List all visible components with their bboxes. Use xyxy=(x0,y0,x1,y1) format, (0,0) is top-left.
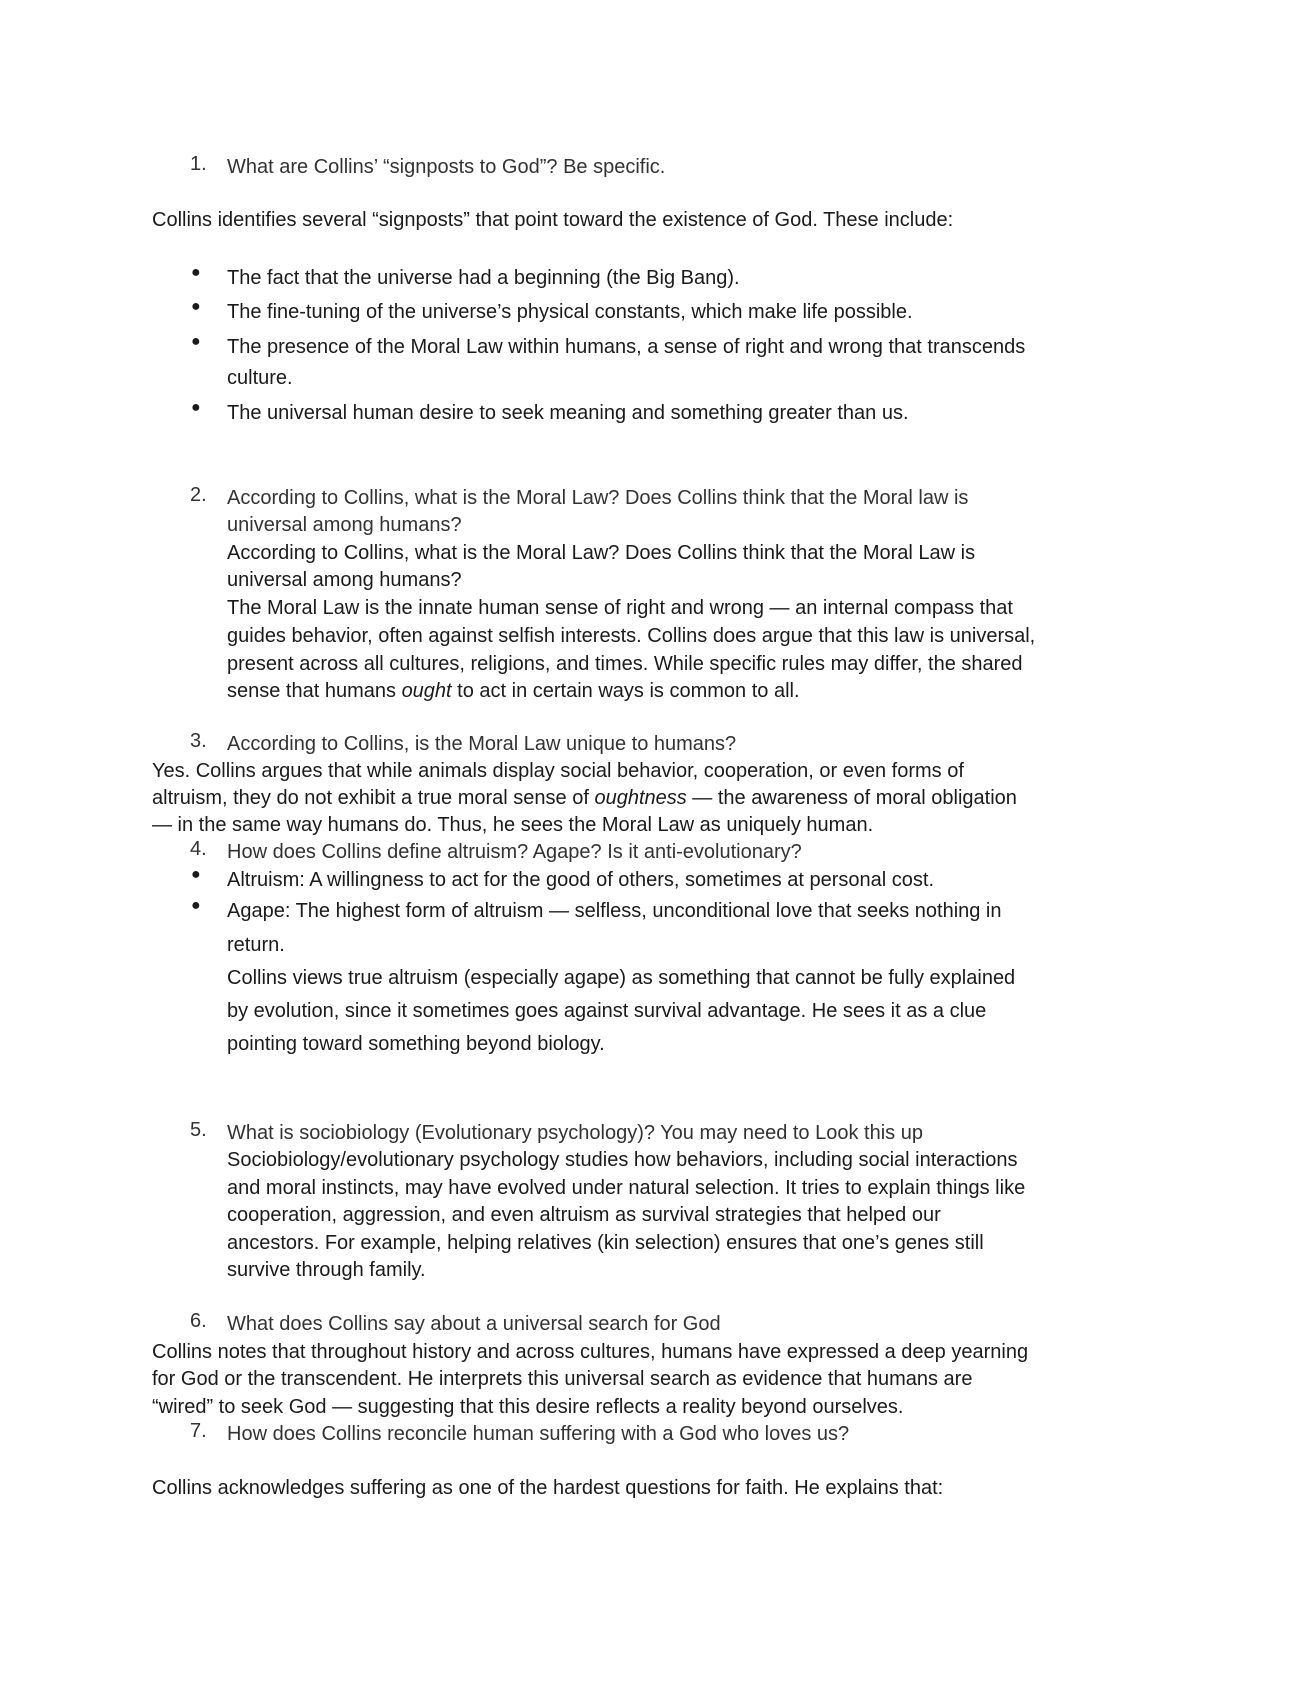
q4-question: How does Collins define altruism? Agape? Is it anti-evolutionary? xyxy=(227,841,802,863)
emphasis-ought: ought xyxy=(401,680,452,702)
q2-line: According to Collins, what is the Moral Law? Does Collins think that the Moral Law is xyxy=(227,542,976,564)
q2-answer-line: present across all cultures, religions, and times. While specific rules may differ, the shared xyxy=(227,653,1023,675)
q3-answer-line: — in the same way humans do. Thus, he sees the Moral Law as uniquely human. xyxy=(152,814,874,836)
q7-question: How does Collins reconcile human suffering with a God who loves us? xyxy=(227,1423,850,1445)
q1-bullet-2: The fine-tuning of the universe’s physical constants, which make life possible. xyxy=(227,301,913,323)
q2-answer-last-line xyxy=(227,677,800,705)
q4-paragraph-line: Collins views true altruism (especially agape) as something that cannot be fully explained xyxy=(227,967,1016,989)
q2-number: 2. xyxy=(190,484,207,506)
q1-bullet-3: The presence of the Moral Law within humans, a sense of right and wrong that transcends xyxy=(227,336,1026,358)
q1-bullet-4: The universal human desire to seek meaning and something greater than us. xyxy=(227,402,909,424)
q1-bullet-3-cont: culture. xyxy=(227,367,293,389)
q5-question: What is sociobiology (Evolutionary psychology)? You may need to Look this up xyxy=(227,1122,923,1144)
text-run: — the awareness of moral obligation xyxy=(686,787,1017,809)
text-run: altruism, they do not exhibit a true moral sense of xyxy=(152,787,595,809)
q4-bullet-altruism: Altruism: A willingness to act for the good of others, sometimes at personal cost. xyxy=(227,869,935,891)
q7-number: 7. xyxy=(190,1420,207,1442)
bullet-icon: ● xyxy=(191,264,201,281)
q7-answer-line: Collins acknowledges suffering as one of the hardest questions for faith. He explains that: xyxy=(152,1477,944,1499)
q6-question: What does Collins say about a universal search for God xyxy=(227,1313,721,1335)
q2-answer-line: The Moral Law is the innate human sense of right and wrong — an internal compass that xyxy=(227,597,1013,619)
q6-answer-line: “wired” to seek God — suggesting that this desire reflects a reality beyond ourselves. xyxy=(152,1396,904,1418)
q1-question: What are Collins’ “signposts to God”? Be specific. xyxy=(227,156,666,178)
q2-line: universal among humans? xyxy=(227,514,462,536)
q5-answer-line: ancestors. For example, helping relatives (kin selection) ensures that one’s genes still xyxy=(227,1232,984,1254)
q4-bullet-agape: Agape: The highest form of altruism — selfless, unconditional love that seeks nothing in xyxy=(227,900,1002,922)
bullet-icon: ● xyxy=(191,298,201,315)
bullet-icon: ● xyxy=(191,866,201,883)
q3-answer-line xyxy=(152,784,1017,812)
q1-bullet-1: The fact that the universe had a beginning (the Big Bang). xyxy=(227,267,740,289)
q5-answer-line: and moral instincts, may have evolved under natural selection. It tries to explain things like xyxy=(227,1177,1026,1199)
q4-paragraph-line: by evolution, since it sometimes goes against survival advantage. He sees it as a clue xyxy=(227,1000,987,1022)
bullet-icon: ● xyxy=(191,399,201,416)
emphasis-oughtness: oughtness xyxy=(594,787,687,809)
q2-answer-line: guides behavior, often against selfish interests. Collins does argue that this law is universal, xyxy=(227,625,1036,647)
q1-number: 1. xyxy=(190,153,207,175)
q3-number: 3. xyxy=(190,730,207,752)
q6-answer-line: for God or the transcendent. He interprets this universal search as evidence that humans are xyxy=(152,1368,973,1390)
q1-intro: Collins identifies several “signposts” that point toward the existence of God. These include: xyxy=(152,209,954,231)
q6-number: 6. xyxy=(190,1310,207,1332)
q4-number: 4. xyxy=(190,838,207,860)
bullet-icon: ● xyxy=(191,333,201,350)
q3-question: According to Collins, is the Moral Law unique to humans? xyxy=(227,733,737,755)
q4-bullet-agape-cont: return. xyxy=(227,934,285,956)
q2-line: According to Collins, what is the Moral Law? Does Collins think that the Moral law is xyxy=(227,487,969,509)
text-run: sense that humans xyxy=(227,680,402,702)
q5-answer-line: Sociobiology/evolutionary psychology studies how behaviors, including social interactions xyxy=(227,1149,1018,1171)
q3-answer-line: Yes. Collins argues that while animals display social behavior, cooperation, or even forms of xyxy=(152,760,964,782)
q6-answer-line: Collins notes that throughout history and across cultures, humans have expressed a deep yearning xyxy=(152,1341,1029,1363)
q5-answer-line: survive through family. xyxy=(227,1259,426,1281)
q5-number: 5. xyxy=(190,1119,207,1141)
q5-answer-line: cooperation, aggression, and even altruism as survival strategies that helped our xyxy=(227,1204,941,1226)
q2-line: universal among humans? xyxy=(227,569,462,591)
q4-paragraph-line: pointing toward something beyond biology. xyxy=(227,1033,605,1055)
text-run: to act in certain ways is common to all. xyxy=(451,680,800,702)
bullet-icon: ● xyxy=(191,897,201,914)
